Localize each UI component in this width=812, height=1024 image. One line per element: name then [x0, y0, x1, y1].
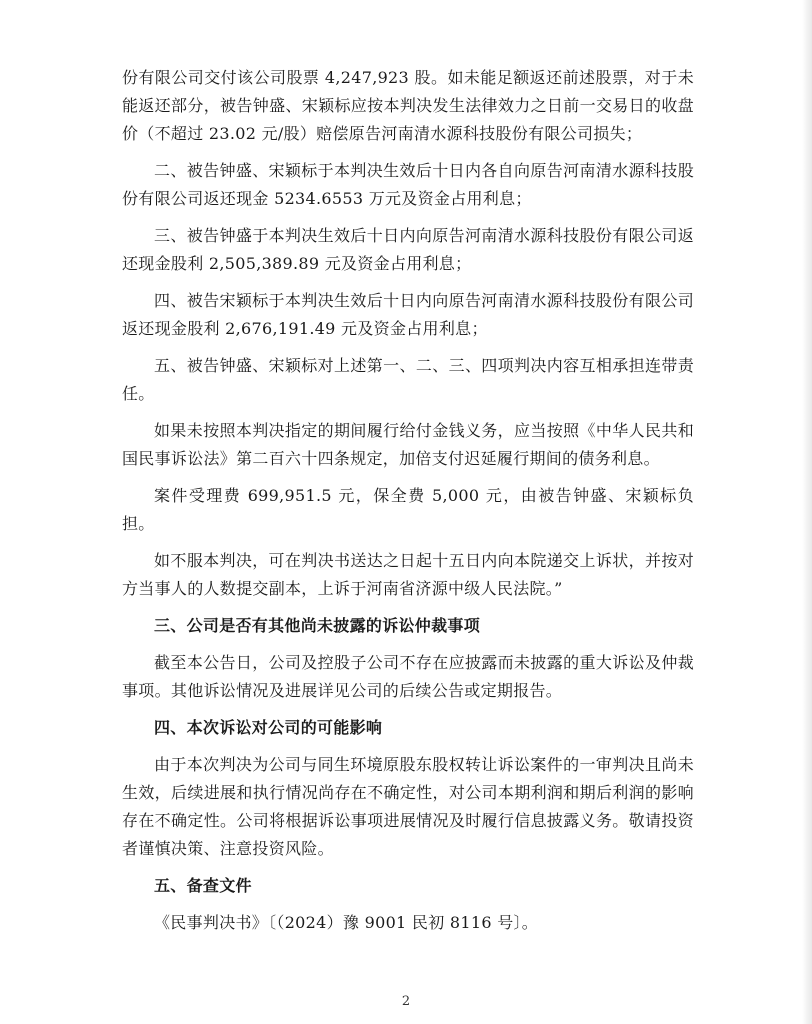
late-payment-clause: 如果未按照本判决指定的期间履行给付金钱义务，应当按照《中华人民共和国民事诉讼法》第二百六十四条规定，加倍支付迟延履行期间的债务利息。	[122, 421, 694, 468]
section-5-body: 《民事判决书》〔（2024）豫 9001 民初 8116 号〕。	[154, 913, 539, 932]
case-fees: 案件受理费 699,951.5 元，保全费 5,000 元，由被告钟盛、宋颖标负担。	[122, 486, 694, 533]
appeal-notice: 如不服本判决，可在判决书送达之日起十五日内向本院递交上诉状，并按对方当事人的人数提交副本，上诉于河南省济源中级人民法院。”	[122, 551, 694, 598]
judgment-item-2: 二、被告钟盛、宋颖标于本判决生效后十日内各自向原告河南清水源科技股份有限公司返还现金 5234.6553 万元及资金占用利息；	[122, 161, 694, 208]
judgment-item-1-continued: 份有限公司交付该公司股票 4,247,923 股。如未能足额返还前述股票，对于未能返还部分，被告钟盛、宋颖标应按本判决发生法律效力之日前一交易日的收盘价（不超过 23.02 元/股）赔偿原告河南清水源科技股份有限公司损失；	[122, 68, 694, 143]
judgment-item-3: 三、被告钟盛于本判决生效后十日内向原告河南清水源科技股份有限公司返还现金股利 2,505,389.89 元及资金占用利息；	[122, 226, 694, 273]
judgment-item-5: 五、被告钟盛、宋颖标对上述第一、二、三、四项判决内容互相承担连带责任。	[122, 356, 694, 403]
page-number: 2	[401, 994, 411, 1009]
document-body	[122, 64, 694, 946]
section-5-heading: 五、备查文件	[154, 876, 252, 895]
section-3-body: 截至本公告日，公司及控股子公司不存在应披露而未披露的重大诉讼及仲裁事项。其他诉讼情况及进展详见公司的后续公告或定期报告。	[122, 653, 694, 700]
page-edge-shadow	[802, 0, 812, 1024]
judgment-item-4: 四、被告宋颖标于本判决生效后十日内向原告河南清水源科技股份有限公司返还现金股利 2,676,191.49 元及资金占用利息；	[122, 291, 694, 338]
section-4-body: 由于本次判决为公司与同生环境原股东股权转让诉讼案件的一审判决且尚未生效，后续进展和执行情况尚存在不确定性，对公司本期利润和期后利润的影响存在不确定性。公司将根据诉讼事项进展情况及时履行信息披露义务。敬请投资者谨慎决策、注意投资风险。	[122, 755, 694, 858]
section-3-heading: 三、公司是否有其他尚未披露的诉讼仲裁事项	[154, 616, 481, 635]
section-4-heading: 四、本次诉讼对公司的可能影响	[154, 718, 383, 737]
